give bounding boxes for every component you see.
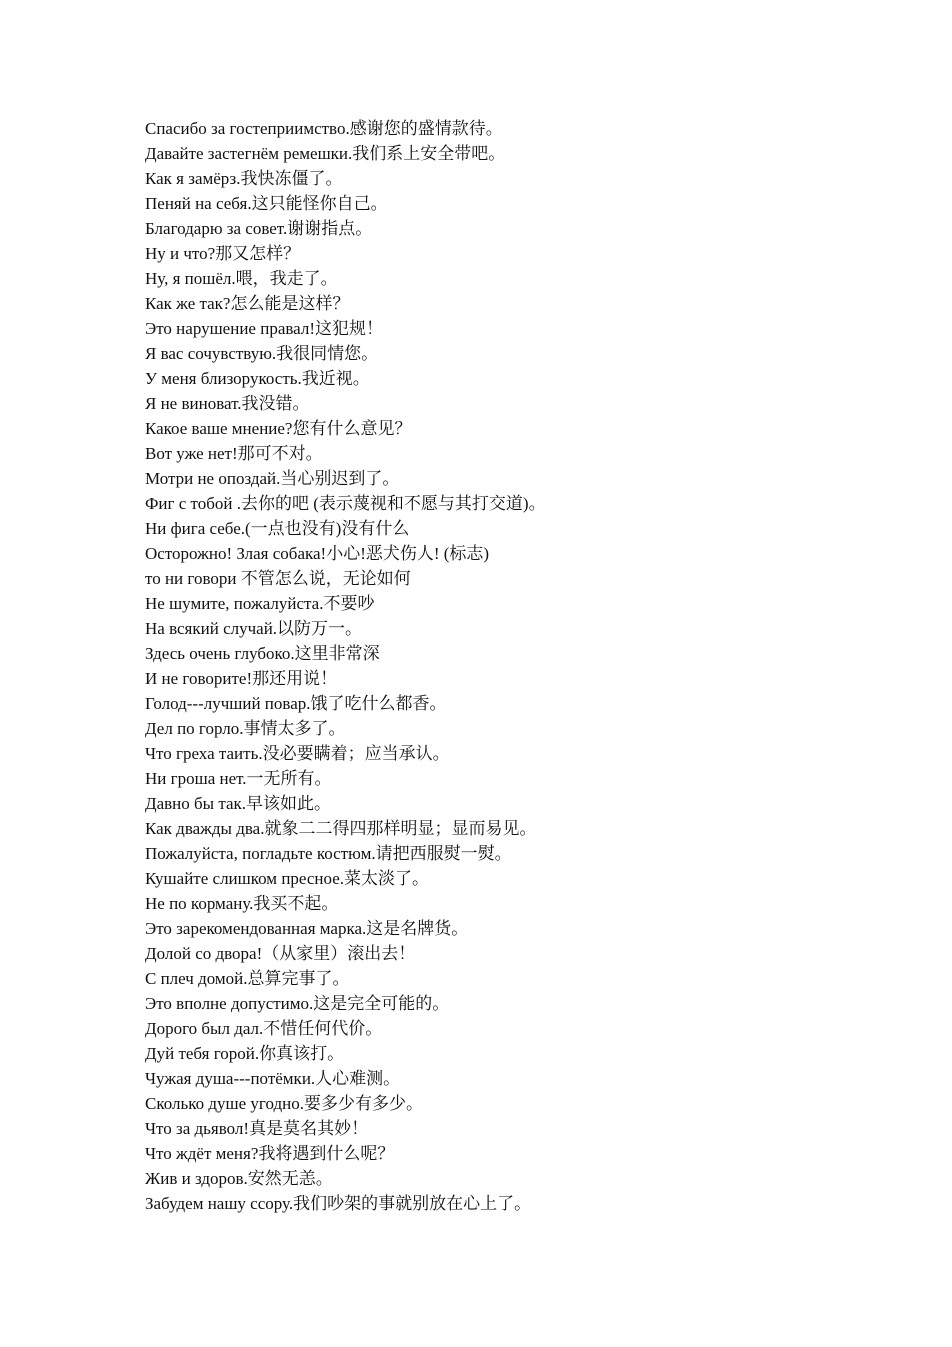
phrase-line: Здесь очень глубоко.这里非常深 — [145, 644, 380, 663]
phrase-line: Дорого был дал.不惜任何代价。 — [145, 1019, 383, 1038]
phrase-line: Как дважды два.就象二二得四那样明显；显而易见。 — [145, 819, 537, 838]
phrase-line: Дел по горло.事情太多了。 — [145, 719, 346, 738]
phrase-line: Это зарекомендованная марка.这是名牌货。 — [145, 919, 469, 938]
phrase-line: Это нарушение правал!这犯规！ — [145, 319, 384, 338]
phrase-line: Пожалуйста, погладьте костюм.请把西服熨一熨。 — [145, 844, 512, 863]
phrase-line: На всякий случай.以防万一。 — [145, 619, 363, 638]
phrase-line: С плеч домой.总算完事了。 — [145, 969, 350, 988]
phrase-line: Что греха таить.没必要瞒着；应当承认。 — [145, 744, 450, 763]
phrase-line: И не говорите!那还用说！ — [145, 669, 338, 688]
phrase-line: У меня близорукость.我近视。 — [145, 369, 370, 388]
phrase-line: Это вполне допустимо.这是完全可能的。 — [145, 994, 450, 1013]
phrase-line: Ну, я пошёл.喂，我走了。 — [145, 269, 338, 288]
phrase-line: Благодарю за совет.谢谢指点。 — [145, 219, 373, 238]
phrase-line: Голод---лучший повар.饿了吃什么都香。 — [145, 694, 447, 713]
phrase-line: Вот уже нет!那可不对。 — [145, 444, 323, 463]
phrase-line: Какое ваше мнение?您有什么意见？ — [145, 419, 412, 438]
phrase-line: Спасибо за гостеприимство.感谢您的盛情款待。 — [145, 119, 503, 138]
phrase-line: Я не виноват.我没错。 — [145, 394, 310, 413]
phrase-line: Ну и что?那又怎样？ — [145, 244, 301, 263]
phrase-line: Не шумите, пожалуйста.不要吵 — [145, 594, 375, 613]
phrase-line: Давно бы так.早该如此。 — [145, 794, 332, 813]
phrase-line: Фиг с тобой .去你的吧 (表示蔑视和不愿与其打交道)。 — [145, 494, 546, 513]
phrase-line: Как же так?怎么能是这样？ — [145, 294, 350, 313]
phrase-line: Долой со двора!（从家里）滚出去！ — [145, 944, 416, 963]
phrase-line: то ни говори 不管怎么说，无论如何 — [145, 569, 411, 588]
phrase-line: Забудем нашу ссору.我们吵架的事就别放在心上了。 — [145, 1194, 532, 1213]
phrase-line: Пеняй на себя.这只能怪你自己。 — [145, 194, 388, 213]
phrase-line: Дуй тебя горой.你真该打。 — [145, 1044, 345, 1063]
phrase-line: Что за дьявол!真是莫名其妙！ — [145, 1119, 369, 1138]
phrase-line: Сколько душе угодно.要多少有多少。 — [145, 1094, 423, 1113]
phrase-line: Что ждёт меня?我将遇到什么呢？ — [145, 1144, 395, 1163]
phrase-line: Ни фига себе.(一点也没有)没有什么 — [145, 519, 410, 538]
phrase-line: Осторожно! Злая собака!小心!恶犬伤人! (标志) — [145, 544, 490, 563]
phrase-line: Давайте застегнём ремешки.我们系上安全带吧。 — [145, 144, 506, 163]
phrase-line: Как я замёрз.我快冻僵了。 — [145, 169, 343, 188]
phrase-line: Ни гроша нет.一无所有。 — [145, 769, 332, 788]
phrase-line: Кушайте слишком пресное.菜太淡了。 — [145, 869, 430, 888]
phrase-line: Мотри не опоздай.当心别迟到了。 — [145, 469, 400, 488]
phrase-list — [145, 116, 546, 1216]
phrase-line: Я вас сочувствую.我很同情您。 — [145, 344, 379, 363]
phrase-line: Чужая душа---потёмки.人心难测。 — [145, 1069, 401, 1088]
phrase-line: Не по корману.我买不起。 — [145, 894, 339, 913]
phrase-line: Жив и здоров.安然无恙。 — [145, 1169, 333, 1188]
